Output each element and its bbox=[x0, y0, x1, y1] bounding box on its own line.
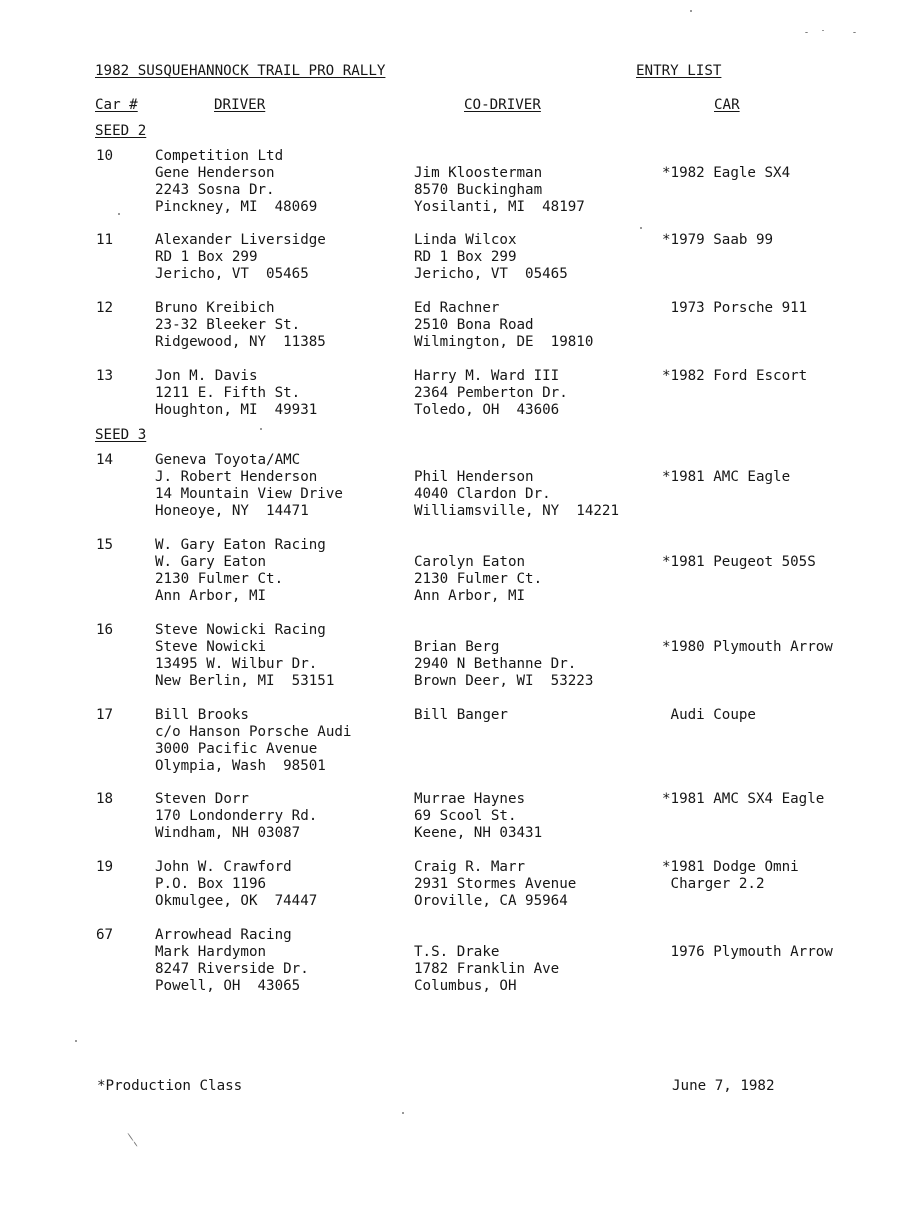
column-header-car-number: Car # bbox=[95, 97, 138, 113]
driver-info bbox=[155, 300, 326, 351]
driver-info-line: Honeoye, NY 14471 bbox=[155, 503, 309, 519]
driver-info-line: c/o Hanson Porsche Audi bbox=[155, 724, 352, 740]
car-info bbox=[662, 791, 824, 808]
codriver-info bbox=[414, 232, 568, 283]
driver-info-line: 2130 Fulmer Ct. bbox=[155, 571, 284, 587]
scan-speck bbox=[402, 1112, 404, 1114]
car-number: 12 bbox=[96, 300, 114, 316]
car-info-line: *1979 Saab 99 bbox=[662, 232, 774, 248]
driver-info-line: W. Gary Eaton bbox=[155, 554, 267, 570]
codriver-info-line: 2130 Fulmer Ct. bbox=[414, 571, 543, 587]
codriver-info-line: Wilmington, DE 19810 bbox=[414, 334, 594, 350]
car-number: 15 bbox=[96, 537, 114, 553]
codriver-info-line: 69 Scool St. bbox=[414, 808, 517, 824]
driver-info-line: Arrowhead Racing bbox=[155, 927, 292, 943]
driver-info bbox=[155, 148, 317, 216]
driver-info-line: Gene Henderson bbox=[155, 165, 275, 181]
codriver-info-line: Murrae Haynes bbox=[414, 791, 526, 807]
car-number: 14 bbox=[96, 452, 114, 468]
driver-info-line: Olympia, Wash 98501 bbox=[155, 758, 326, 774]
driver-info-line: Steve Nowicki Racing bbox=[155, 622, 326, 638]
codriver-info-line: Phil Henderson bbox=[414, 469, 534, 485]
scan-speck bbox=[75, 1040, 77, 1042]
codriver-info bbox=[414, 469, 619, 520]
document-date: June 7, 1982 bbox=[672, 1078, 775, 1094]
driver-info-line: Steven Dorr bbox=[155, 791, 249, 807]
driver-info-line: Ann Arbor, MI bbox=[155, 588, 267, 604]
driver-info bbox=[155, 791, 317, 842]
driver-info-line: Bruno Kreibich bbox=[155, 300, 275, 316]
driver-info bbox=[155, 232, 326, 283]
codriver-info bbox=[414, 368, 568, 419]
codriver-info bbox=[414, 791, 542, 842]
driver-info-line: RD 1 Box 299 bbox=[155, 249, 258, 265]
car-info-line: *1982 Ford Escort bbox=[662, 368, 808, 384]
codriver-info-line: Yosilanti, MI 48197 bbox=[414, 199, 585, 215]
codriver-info-line: Craig R. Marr bbox=[414, 859, 526, 875]
car-info-line: *1980 Plymouth Arrow bbox=[662, 639, 833, 655]
codriver-info-line: 2931 Stormes Avenue bbox=[414, 876, 577, 892]
car-info bbox=[662, 554, 816, 571]
car-number: 18 bbox=[96, 791, 114, 807]
car-number: 17 bbox=[96, 707, 114, 723]
codriver-info-line: Ed Rachner bbox=[414, 300, 500, 316]
driver-info-line: Pinckney, MI 48069 bbox=[155, 199, 318, 215]
column-header-driver: DRIVER bbox=[214, 97, 266, 113]
car-info bbox=[662, 859, 799, 893]
driver-info bbox=[155, 537, 326, 605]
car-info bbox=[662, 232, 773, 249]
codriver-info-line: Columbus, OH bbox=[414, 978, 517, 994]
driver-info-line: 14 Mountain View Drive bbox=[155, 486, 343, 502]
codriver-info bbox=[414, 554, 542, 605]
driver-info-line: 3000 Pacific Avenue bbox=[155, 741, 318, 757]
codriver-info-line: Williamsville, NY 14221 bbox=[414, 503, 619, 519]
car-info-line: *1981 Peugeot 505S bbox=[662, 554, 816, 570]
codriver-info-line: Keene, NH 03431 bbox=[414, 825, 543, 841]
car-number: 10 bbox=[96, 148, 114, 164]
driver-info-line: 2243 Sosna Dr. bbox=[155, 182, 275, 198]
driver-info-line: New Berlin, MI 53151 bbox=[155, 673, 335, 689]
codriver-info bbox=[414, 859, 576, 910]
driver-info-line: 8247 Riverside Dr. bbox=[155, 961, 309, 977]
codriver-info-line: Oroville, CA 95964 bbox=[414, 893, 568, 909]
codriver-info-line: 2364 Pemberton Dr. bbox=[414, 385, 568, 401]
driver-info bbox=[155, 368, 317, 419]
car-info bbox=[662, 300, 807, 317]
car-info-line: *1982 Eagle SX4 bbox=[662, 165, 791, 181]
car-info-line: *1981 AMC SX4 Eagle bbox=[662, 791, 825, 807]
car-info-line: Audi Coupe bbox=[662, 707, 756, 723]
car-info-line: *1981 AMC Eagle bbox=[662, 469, 791, 485]
car-number: 67 bbox=[96, 927, 114, 943]
car-number: 13 bbox=[96, 368, 114, 384]
car-info bbox=[662, 944, 833, 961]
driver-info-line: 23-32 Bleeker St. bbox=[155, 317, 301, 333]
codriver-info bbox=[414, 707, 508, 724]
scan-speck bbox=[127, 1133, 134, 1142]
driver-info bbox=[155, 452, 343, 520]
codriver-info-line: 2940 N Bethanne Dr. bbox=[414, 656, 577, 672]
scan-speck bbox=[640, 227, 642, 229]
scan-speck bbox=[805, 32, 808, 33]
driver-info-line: Okmulgee, OK 74447 bbox=[155, 893, 318, 909]
scan-speck bbox=[853, 32, 856, 33]
car-info-line: *1981 Dodge Omni bbox=[662, 859, 799, 875]
scan-speck bbox=[822, 30, 824, 31]
column-header-codriver: CO-DRIVER bbox=[464, 97, 541, 113]
car-info bbox=[662, 165, 790, 182]
scan-speck bbox=[133, 1141, 137, 1146]
driver-info-line: Powell, OH 43065 bbox=[155, 978, 301, 994]
document-title: 1982 SUSQUEHANNOCK TRAIL PRO RALLY bbox=[95, 63, 386, 79]
driver-info-line: Bill Brooks bbox=[155, 707, 249, 723]
driver-info bbox=[155, 927, 309, 995]
codriver-info bbox=[414, 944, 559, 995]
codriver-info-line: 2510 Bona Road bbox=[414, 317, 534, 333]
car-info bbox=[662, 469, 790, 486]
production-class-note: *Production Class bbox=[97, 1078, 243, 1094]
driver-info-line: Mark Hardymon bbox=[155, 944, 267, 960]
driver-info-line: Windham, NH 03087 bbox=[155, 825, 301, 841]
codriver-info-line: Jim Kloosterman bbox=[414, 165, 543, 181]
codriver-info-line: Jericho, VT 05465 bbox=[414, 266, 568, 282]
driver-info-line: J. Robert Henderson bbox=[155, 469, 318, 485]
codriver-info-line: RD 1 Box 299 bbox=[414, 249, 517, 265]
driver-info-line: 1211 E. Fifth St. bbox=[155, 385, 301, 401]
driver-info-line: Geneva Toyota/AMC bbox=[155, 452, 301, 468]
codriver-info-line: Bill Banger bbox=[414, 707, 508, 723]
codriver-info-line: Brian Berg bbox=[414, 639, 500, 655]
entry-list-label: ENTRY LIST bbox=[636, 63, 722, 79]
driver-info bbox=[155, 707, 351, 775]
driver-info-line: Ridgewood, NY 11385 bbox=[155, 334, 326, 350]
driver-info-line: Steve Nowicki bbox=[155, 639, 267, 655]
driver-info bbox=[155, 859, 317, 910]
codriver-info-line: Ann Arbor, MI bbox=[414, 588, 526, 604]
codriver-info-line: 1782 Franklin Ave bbox=[414, 961, 560, 977]
driver-info-line: Competition Ltd bbox=[155, 148, 284, 164]
column-header-car: CAR bbox=[714, 97, 740, 113]
car-info bbox=[662, 368, 807, 385]
scan-speck bbox=[118, 213, 120, 215]
seed-label: SEED 3 bbox=[95, 427, 147, 443]
codriver-info-line: Brown Deer, WI 53223 bbox=[414, 673, 594, 689]
driver-info-line: W. Gary Eaton Racing bbox=[155, 537, 326, 553]
seed-label: SEED 2 bbox=[95, 123, 147, 139]
codriver-info-line: Linda Wilcox bbox=[414, 232, 517, 248]
driver-info-line: Alexander Liversidge bbox=[155, 232, 326, 248]
driver-info-line: Houghton, MI 49931 bbox=[155, 402, 318, 418]
car-number: 16 bbox=[96, 622, 114, 638]
codriver-info bbox=[414, 300, 593, 351]
codriver-info-line: Carolyn Eaton bbox=[414, 554, 526, 570]
car-info bbox=[662, 707, 756, 724]
codriver-info-line: 4040 Clardon Dr. bbox=[414, 486, 551, 502]
car-info-line: 1973 Porsche 911 bbox=[662, 300, 808, 316]
driver-info bbox=[155, 622, 334, 690]
codriver-info bbox=[414, 639, 593, 690]
scan-speck bbox=[690, 10, 692, 12]
driver-info-line: John W. Crawford bbox=[155, 859, 292, 875]
scan-speck bbox=[260, 428, 262, 430]
driver-info-line: 13495 W. Wilbur Dr. bbox=[155, 656, 318, 672]
car-number: 11 bbox=[96, 232, 114, 248]
driver-info-line: Jon M. Davis bbox=[155, 368, 258, 384]
driver-info-line: Jericho, VT 05465 bbox=[155, 266, 309, 282]
car-info-line: Charger 2.2 bbox=[662, 876, 765, 892]
codriver-info-line: T.S. Drake bbox=[414, 944, 500, 960]
codriver-info-line: Toledo, OH 43606 bbox=[414, 402, 560, 418]
codriver-info-line: Harry M. Ward III bbox=[414, 368, 560, 384]
car-number: 19 bbox=[96, 859, 114, 875]
codriver-info bbox=[414, 165, 585, 216]
driver-info-line: P.O. Box 1196 bbox=[155, 876, 267, 892]
car-info-line: 1976 Plymouth Arrow bbox=[662, 944, 833, 960]
codriver-info-line: 8570 Buckingham bbox=[414, 182, 543, 198]
car-info bbox=[662, 639, 833, 656]
driver-info-line: 170 Londonderry Rd. bbox=[155, 808, 318, 824]
